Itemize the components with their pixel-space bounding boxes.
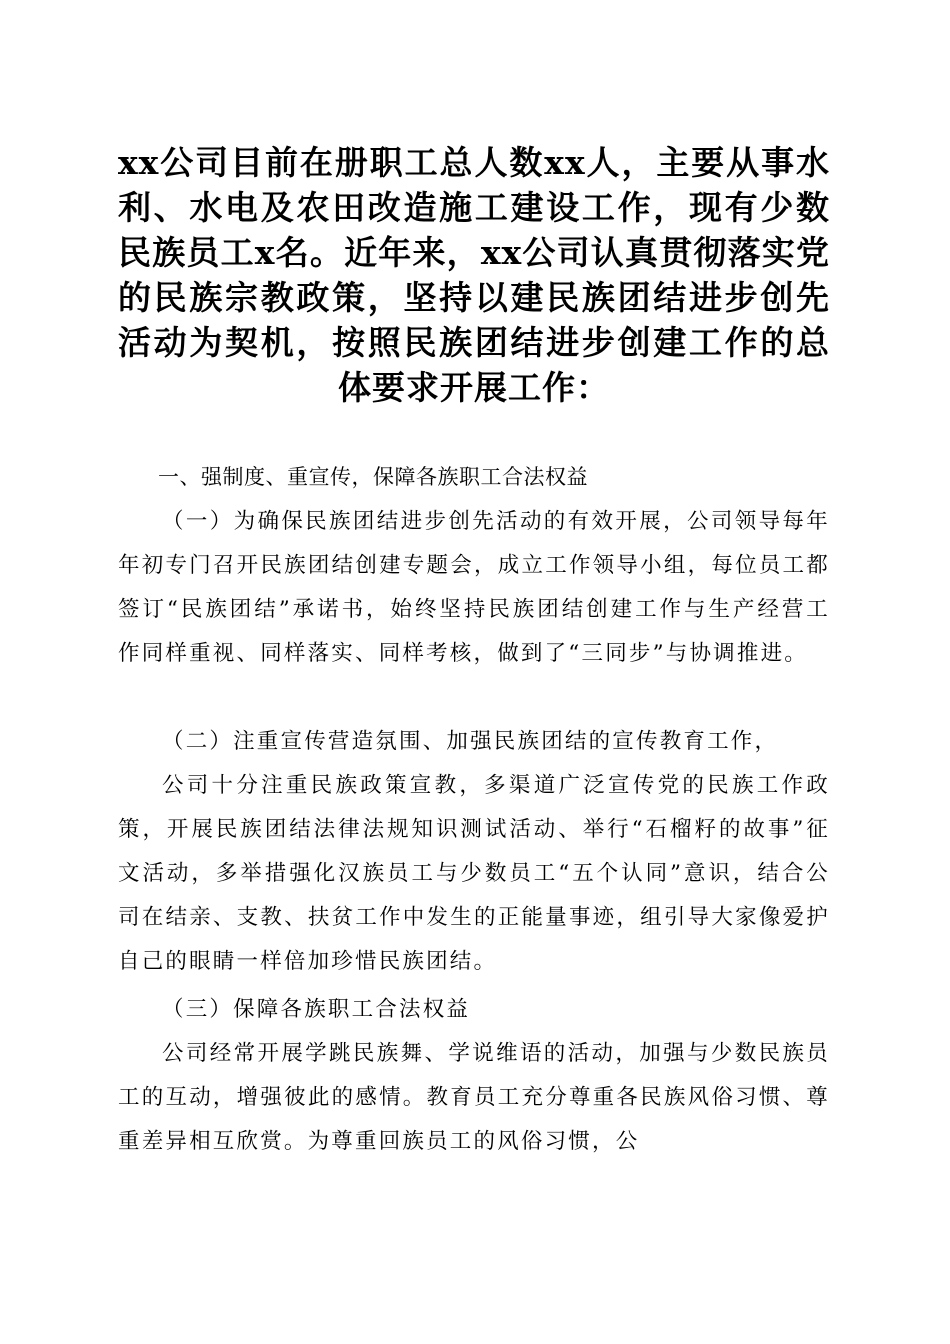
paragraph-item-3: 公司经常开展学跳民族舞、学说维语的活动，加强与少数民族员工的互动，增强彼此的感情。教育员工充分尊重各民族风俗习惯、尊重差异相互欣赏。为尊重回族员工的风俗习惯，公 xyxy=(118,1041,830,1154)
subheading-item-2: （二）注重宣传营造氛围、加强民族团结的宣传教育工作， xyxy=(162,729,779,754)
subheading-item-3: （三）保障各族职工合法权益 xyxy=(162,997,471,1022)
paragraph-item-2: 公司十分注重民族政策宣教，多渠道广泛宣传党的民族工作政策，开展民族团结法律法规知识测试活动、举行“石榴籽的故事”征文活动，多举措强化汉族员工与少数员工“五个认同”意识，结合公司在结亲、支教、扶贫工作中发生的正能量事迹，组引导大家像爱护自己的眼睛一样倍加珍惜民族团结。 xyxy=(118,773,830,974)
paragraph-item-1: （一）为确保民族团结进步创先活动的有效开展，公司领导每年年初专门召开民族团结创建专题会，成立工作领导小组，每位员工都签订“民族团结”承诺书，始终坚持民族团结创建工作与生产经营工作同样重视、同样落实、同样考核，做到了“三同步”与协调推进。 xyxy=(118,509,830,666)
section-heading: 一、强制度、重宣传，保障各族职工合法权益 xyxy=(158,465,588,489)
document-title: xx公司目前在册职工总人数xx人，主要从事水利、水电及农田改造施工建设工作，现有少数民族员工x名。近年来，xx公司认真贯彻落实党的民族宗教政策，坚持以建民族团结进步创先活动为契机，按照民族团结进步创建工作的总体要求开展工作： xyxy=(118,143,830,407)
